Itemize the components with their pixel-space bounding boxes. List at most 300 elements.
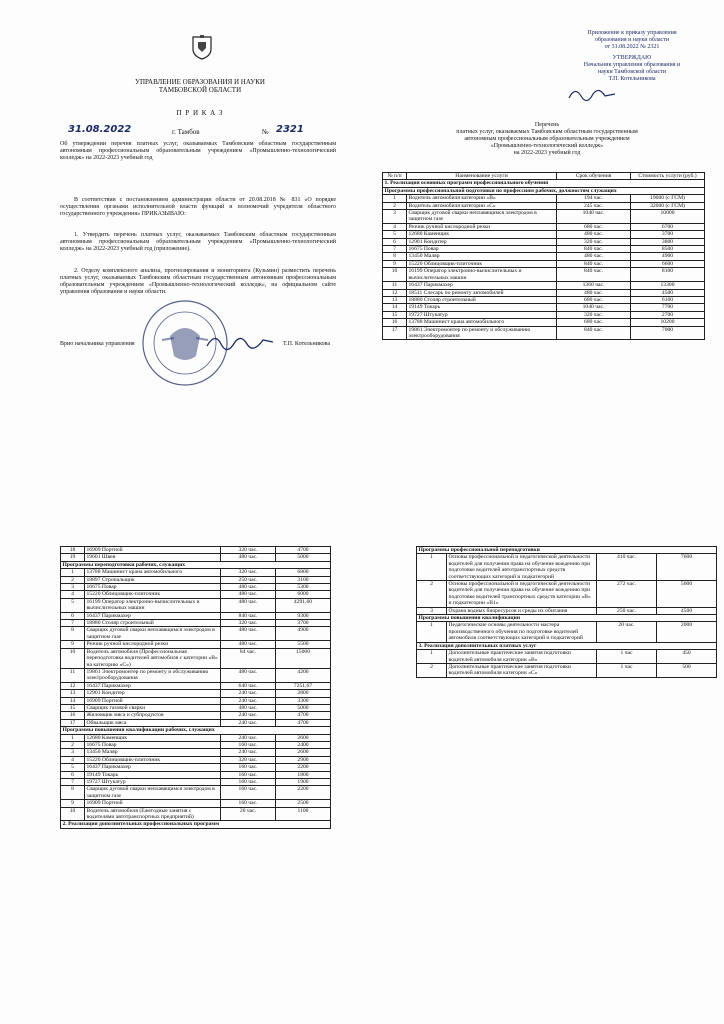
table-row [61,704,331,711]
table-row [417,607,717,614]
order-number: 2321 [276,124,304,135]
table-row [417,663,717,677]
price-cell: 4700 [276,712,331,719]
table-row [383,268,705,282]
duration-cell: 1040 час. [557,210,631,224]
row-number-cell: 13 [383,296,407,303]
price-cell: 10200 [631,319,705,326]
row-number-cell: 6 [383,238,407,245]
duration-cell: 480 час. [221,641,276,648]
table-row [61,569,331,576]
price-cell: 6600 [631,260,705,267]
duration-cell: 840 час. [557,268,631,282]
section-heading: 2. Реализация дополнительных профессиональных программ [61,821,331,828]
service-name-cell: 13450 Маляр [407,253,557,260]
row-number-cell: 1 [61,569,85,576]
price-cell: 32000 (с ГСМ) [631,202,705,209]
duration-cell: 160 час. [221,741,276,748]
service-name-cell: 19149 Токарь [85,771,221,778]
price-cell: 2500 [276,800,331,807]
duration-cell: 410 час. [597,554,657,581]
price-cell: 7600 [657,554,717,581]
doc-type: П Р И К А З [176,109,224,117]
service-name-cell: Обвальщик мяса [85,719,221,726]
order-number-prefix: № [262,128,269,136]
table-row [383,231,705,238]
duration-cell: 160 час. [221,786,276,800]
row-number-cell: 8 [61,786,85,800]
price-cell: 9300 [276,612,331,619]
row-number-cell: 2 [383,202,407,209]
duration-cell: 680 час. [557,319,631,326]
duration-cell: 240 час. [221,749,276,756]
duration-cell: 1 час [597,650,657,664]
table-row [61,554,331,561]
row-number-cell: 18 [61,547,85,554]
row-number-cell: 3 [383,210,407,224]
price-cell: 2600 [276,749,331,756]
duration-cell: 320 час. [557,238,631,245]
signature-icon [205,330,275,354]
row-number-cell: 2 [61,741,85,748]
table-row [383,289,705,296]
org-name [70,78,330,94]
appendix-line: от 31.08.2022 № 2321 [604,44,660,50]
service-name-cell: 16909 Портной [85,800,221,807]
row-number-cell: 12 [383,289,407,296]
price-cell: 500 [657,663,717,677]
price-cell: 4700 [276,719,331,726]
duration-cell: 194 час. [557,195,631,202]
service-name-cell: 19601 Швея [85,554,221,561]
duration-cell: 840 час. [557,260,631,267]
table-row [383,326,705,340]
service-name-cell: 16909 Портной [85,697,221,704]
service-name-cell: 16437 Парикмахер [85,764,221,771]
price-cell: 1800 [276,771,331,778]
row-number-cell: 6 [61,612,85,619]
table-row [61,547,331,554]
service-name-cell: 19861 Электромонтер по ремонту и обслуживанию электрооборудования [85,668,221,682]
price-cell: 4900 [631,253,705,260]
service-name-cell: Резчик ручной кислородной резки [85,641,221,648]
service-name-cell: Резчик ручной кислородной резки [407,223,557,230]
duration-cell: 20 час. [597,622,657,642]
duration-cell: 320 час. [557,311,631,318]
price-cell: 4291,60 [276,598,331,612]
row-number-cell: 1 [61,734,85,741]
service-name-cell: 18880 Столяр строительный [85,620,221,627]
table-row [61,756,331,763]
title-line: платных услуг, оказываемых Тамбовским областным государственным [456,129,638,135]
service-name-cell: 12901 Кондитер [407,238,557,245]
service-name-cell: 15220 Облицовщик-плиточник [85,591,221,598]
duration-cell: 250 час. [221,576,276,583]
order-city: г. Тамбов [172,128,200,136]
price-cell: 6700 [631,223,705,230]
row-number-cell: 2 [417,663,447,677]
org-line1: УПРАВЛЕНИЕ ОБРАЗОВАНИЯ И НАУКИ [135,78,265,86]
service-name-cell: 16199 Оператор электронно-вычислительных и вычислительных машин [85,598,221,612]
duration-cell: 1360 час. [557,282,631,289]
row-number-cell: 10 [383,268,407,282]
duration-cell: 480 час. [221,554,276,561]
service-name-cell: Охрана водных биоресурсов и среды их обитания [447,607,597,614]
appendix-line: Т.П. Котельникова [608,76,656,82]
price-cell: 3300 [276,697,331,704]
price-cell: 450 [657,650,717,664]
services-table-cont [60,546,331,829]
duration-cell: 480 час. [557,253,631,260]
table-row [383,223,705,230]
row-number-cell: 8 [383,253,407,260]
service-name-cell: Жиловщик мяса и субпродуктов [85,712,221,719]
service-name-cell: Основы профессиональной и педагогической деятельности водителей для получения права на обучение вождению при подготовке водителей автотранспортных средств соответствующих категорий и подкатегорий [447,554,597,581]
table-row [61,598,331,612]
org-line2: ТАМБОВСКОЙ ОБЛАСТИ [158,86,242,94]
price-cell: 5000 [276,704,331,711]
table-row [61,807,331,821]
table-row [383,304,705,311]
header-cell: Стоимость услуги (руб.) [631,173,705,180]
service-name-cell: Водитель автомобиля категории «С» [407,202,557,209]
header-cell: Наименование услуги [407,173,557,180]
header-cell: № п/п [383,173,407,180]
row-number-cell: 3 [417,607,447,614]
table-row [383,319,705,326]
service-name-cell: Сварщик газовой сварки [85,704,221,711]
duration-cell: 320 час. [221,756,276,763]
appendix-header [552,30,712,83]
row-number-cell: 9 [383,260,407,267]
service-name-cell: 16909 Портной [85,547,221,554]
row-number-cell: 11 [383,282,407,289]
price-cell: 3800 [631,238,705,245]
row-number-cell: 2 [417,581,447,608]
service-name-cell: 13788 Машинист крана автомобильного [407,319,557,326]
table-row [61,734,331,741]
price-cell: 2400 [276,741,331,748]
row-number-cell: 17 [61,719,85,726]
table-row [417,650,717,664]
price-cell: 4900 [276,627,331,641]
price-cell: 5000 [276,554,331,561]
signer-name: Т.П. Котельникова [283,341,330,347]
duration-cell: 480 час. [221,668,276,682]
price-cell: 1100 [276,807,331,821]
row-number-cell: 3 [61,749,85,756]
duration-cell: 84 час. [221,648,276,668]
signer-title: Врио начальника управления [60,341,135,347]
duration-cell: 480 час. [221,598,276,612]
price-cell: 4700 [276,547,331,554]
row-number-cell: 10 [61,807,85,821]
price-cell: 13300 [631,282,705,289]
section-heading: Программы профессиональной подготовки по профессиям рабочих, должностям служащих [383,187,705,194]
row-number-cell: 5 [383,231,407,238]
table-row [61,576,331,583]
price-cell: 6000 [276,591,331,598]
list-title [392,122,702,157]
row-number-cell: 17 [383,326,407,340]
row-number-cell: 1 [383,195,407,202]
service-name-cell: 12680 Каменщик [407,231,557,238]
service-name-cell: Основы профессиональной и педагогической деятельности водителей для получения права на обучение вождению при подготовке водителей транспортных средств категории «В» и подкатегории «В1» [447,581,597,608]
appendix-line: Приложение к приказу управления [587,30,677,36]
header-cell: Срок обучения [557,173,631,180]
appendix-line: УТВЕРЖДАЮ [612,55,652,61]
price-cell: 7251,67 [276,682,331,689]
service-name-cell: 13788 Машинист крана автомобильного [85,569,221,576]
table-header-row [383,173,705,180]
duration-cell: 160 час. [221,779,276,786]
service-name-cell: 16675 Повар [407,246,557,253]
duration-cell: 840 час. [557,326,631,340]
duration-cell: 680 час. [557,296,631,303]
table-row [383,260,705,267]
service-name-cell: 15220 Облицовщик-плиточник [85,756,221,763]
row-number-cell: 19 [61,554,85,561]
title-line: автономным профессиональным образовательным учреждением [464,136,630,142]
order-para2: 1. Утвердить перечень платных услуг, оказываемых Тамбовским областным государственным автономным профессиональным образовательным учреждением «Промышленно-технологический колледж» на 2022-2023 учебный год (приложение). [60,232,336,252]
duration-cell: 160 час. [221,764,276,771]
table-row [383,296,705,303]
duration-cell: 840 час. [557,246,631,253]
price-cell: 1900 [276,779,331,786]
table-row [61,612,331,619]
row-number-cell: 1 [417,650,447,664]
table-row [417,554,717,581]
duration-cell: 272 час. [597,581,657,608]
service-name-cell: Педагогические основы деятельности мастера производственного обучения по подготовке водителей автомобиля соответствующих категорий и подкатегорий [447,622,597,642]
appendix-page-3 [362,512,724,1024]
price-cell: 4200 [276,668,331,682]
table-row [383,246,705,253]
row-number-cell: 7 [383,246,407,253]
table-row [383,202,705,209]
price-cell: 2600 [276,734,331,741]
appendix-line: образования и науки области [594,37,670,43]
section-heading: 3. Реализация дополнительных платных услуг [417,642,717,649]
services-table [382,172,705,340]
service-name-cell: 18880 Столяр строительный [407,296,557,303]
order-subject: Об утверждении перечня платных услуг, оказываемых Тамбовским областным государственным автономным профессиональным образовательным учреждением «Промышленно-технологический колледж» на 2022-2023 учебный год [60,141,336,161]
row-number-cell: 15 [61,704,85,711]
row-number-cell: 12 [61,682,85,689]
row-number-cell: 3 [61,584,85,591]
service-name-cell: 18897 Стропальщик [85,576,221,583]
duration-cell: 240 час. [221,712,276,719]
service-name-cell: Водитель автомобиля (Профессиональная переподготовка водителей автомобиля с категории «В» на категорию «С») [85,648,221,668]
table-row [383,210,705,224]
appendix-page-2 [0,512,362,1024]
service-name-cell: 16437 Парикмахер [85,682,221,689]
service-name-cell: 12901 Кондитер [85,690,221,697]
row-number-cell: 14 [383,304,407,311]
table-row [383,195,705,202]
row-number-cell: 7 [61,620,85,627]
row-number-cell: 9 [61,800,85,807]
duration-cell: 245 час. [557,202,631,209]
price-cell: 2200 [276,764,331,771]
section-heading: Программы профессиональной переподготовки [417,547,717,554]
price-cell: 5000 [657,581,717,608]
price-cell: 7700 [631,304,705,311]
price-cell: 6800 [276,569,331,576]
duration-cell: 680 час. [557,223,631,230]
order-page [0,0,362,512]
service-name-cell: 19727 Штукатур [85,779,221,786]
section-heading: Программы повышения квалификации рабочих, служащих [61,727,331,734]
row-number-cell: 16 [61,712,85,719]
service-name-cell: 16437 Парикмахер [407,282,557,289]
price-cell: 10000 [631,210,705,224]
price-cell: 3100 [276,576,331,583]
table-row [61,786,331,800]
duration-cell: 480 час. [221,591,276,598]
duration-cell: 1 час [597,663,657,677]
row-number-cell: 11 [61,668,85,682]
service-name-cell: 16675 Повар [85,584,221,591]
section-heading: Программы повышения квалификации [417,615,717,622]
price-cell: 4500 [631,289,705,296]
table-row [61,779,331,786]
service-name-cell: Дополнительные практические занятия подготовки водителей автомобиля категории «С» [447,663,597,677]
duration-cell: 240 час. [221,734,276,741]
duration-cell: 20 час. [221,807,276,821]
price-cell: 5500 [276,641,331,648]
duration-cell: 240 час. [221,690,276,697]
price-cell: 7000 [631,326,705,340]
row-number-cell: 4 [61,756,85,763]
coat-of-arms-icon [190,34,214,60]
service-name-cell: Сварщик дуговой сварки неплавящимся электродом в защитном газе [85,786,221,800]
order-date: 31.08.2022 [68,124,132,135]
service-name-cell: Водитель автомобиля (Ежегодные занятия с водителями автотранспортных предприятий) [85,807,221,821]
price-cell: 19000 (с ГСМ) [631,195,705,202]
price-cell: 2200 [276,786,331,800]
duration-cell: 250 час. [597,607,657,614]
price-cell: 8500 [631,246,705,253]
table-row [61,584,331,591]
row-number-cell: 15 [383,311,407,318]
order-para3: 2. Отделу комплексного анализа, прогнозирования и мониторинга (Кузьмин) разместить перечень платных услуг, оказываемых Тамбовским областным государственным автономным профессиональным образовательным учреждением «Промышленно-технологический колледж», на официальном сайте управления образования и науки области. [60,268,336,295]
duration-cell: 480 час. [221,704,276,711]
order-para1: В соответствии с постановлением администрации области от 20.08.2018 № 831 «О порядке осуществления органами исполнительной власти функций и полномочий учредителя областного государственного учреждения» ПРИКАЗЫВАЮ: [60,197,336,217]
row-number-cell: 6 [61,771,85,778]
table-row [417,622,717,642]
duration-cell: 240 час. [221,697,276,704]
service-name-cell: 12680 Каменщик [85,734,221,741]
section-heading: 1. Реализация основных программ профессионального обучения [383,180,705,187]
service-name-cell: 16675 Повар [85,741,221,748]
appendix-line: Начальник управления образования и [583,62,681,68]
section-heading: Программы переподготовки рабочих, служащих [61,561,331,568]
price-cell: 2900 [276,756,331,763]
service-name-cell: 13450 Маляр [85,749,221,756]
service-name-cell: 15220 Облицовщик-плиточник [407,260,557,267]
price-cell: 2700 [631,311,705,318]
duration-cell: 160 час. [221,771,276,778]
duration-cell: 320 час. [221,620,276,627]
table-row [61,641,331,648]
appendix-line: науки Тамбовской области [597,69,667,75]
signature-icon [567,84,617,106]
table-row [61,648,331,668]
price-cell: 8100 [631,268,705,282]
duration-cell: 160 час. [221,800,276,807]
table-row [61,771,331,778]
service-name-cell: 19861 Электромонтер по ремонту и обслуживанию электрооборудования [407,326,557,340]
duration-cell: 1040 час. [557,304,631,311]
table-row [61,749,331,756]
table-row [383,253,705,260]
table-row [61,800,331,807]
price-cell: 15000 [276,648,331,668]
price-cell: 6100 [631,296,705,303]
duration-cell: 840 час. [221,612,276,619]
row-number-cell: 13 [61,690,85,697]
row-number-cell: 5 [61,598,85,612]
row-number-cell: 1 [417,622,447,642]
service-name-cell: 19727 Штукатур [407,311,557,318]
table-row [61,682,331,689]
duration-cell: 480 час. [221,627,276,641]
appendix-page-1 [362,0,724,512]
service-name-cell: 18511 Слесарь по ремонту автомобилей [407,289,557,296]
table-row [61,697,331,704]
duration-cell: 480 час. [557,231,631,238]
title-line: на 2022-2023 учебный год [513,150,581,156]
duration-cell: 320 час. [221,569,276,576]
table-row [383,238,705,245]
row-number-cell: 4 [61,591,85,598]
table-row [61,712,331,719]
table-row [61,690,331,697]
service-name-cell: 16437 Парикмахер [85,612,221,619]
table-row [61,741,331,748]
row-number-cell: 5 [61,764,85,771]
row-number-cell: 10 [61,648,85,668]
service-name-cell: 16199 Оператор электронно-вычислительных и вычислительных машин [407,268,557,282]
service-name-cell: Водитель автомобиля категории «В» [407,195,557,202]
duration-cell: 480 час. [221,584,276,591]
table-row [61,764,331,771]
duration-cell: 240 час. [221,719,276,726]
row-number-cell: 1 [417,554,447,581]
table-row [61,620,331,627]
duration-cell: 480 час. [557,289,631,296]
price-cell: 3700 [631,231,705,238]
row-number-cell: 9 [61,641,85,648]
duration-cell: 640 час. [221,682,276,689]
title-line: Перечень [534,122,560,128]
price-cell: 2800 [276,690,331,697]
row-number-cell: 7 [61,779,85,786]
service-name-cell: 19149 Токарь [407,304,557,311]
price-cell: 4500 [657,607,717,614]
services-table-cont [416,546,717,678]
price-cell: 2000 [657,622,717,642]
title-line: «Промышленно-технологический колледж» [490,143,604,149]
row-number-cell: 2 [61,576,85,583]
table-row [383,282,705,289]
duration-cell: 320 час. [221,547,276,554]
table-row [61,668,331,682]
table-row [61,627,331,641]
row-number-cell: 4 [383,223,407,230]
service-name-cell: Сварщик дуговой сварки неплавящимся электродом в защитном газе [407,210,557,224]
